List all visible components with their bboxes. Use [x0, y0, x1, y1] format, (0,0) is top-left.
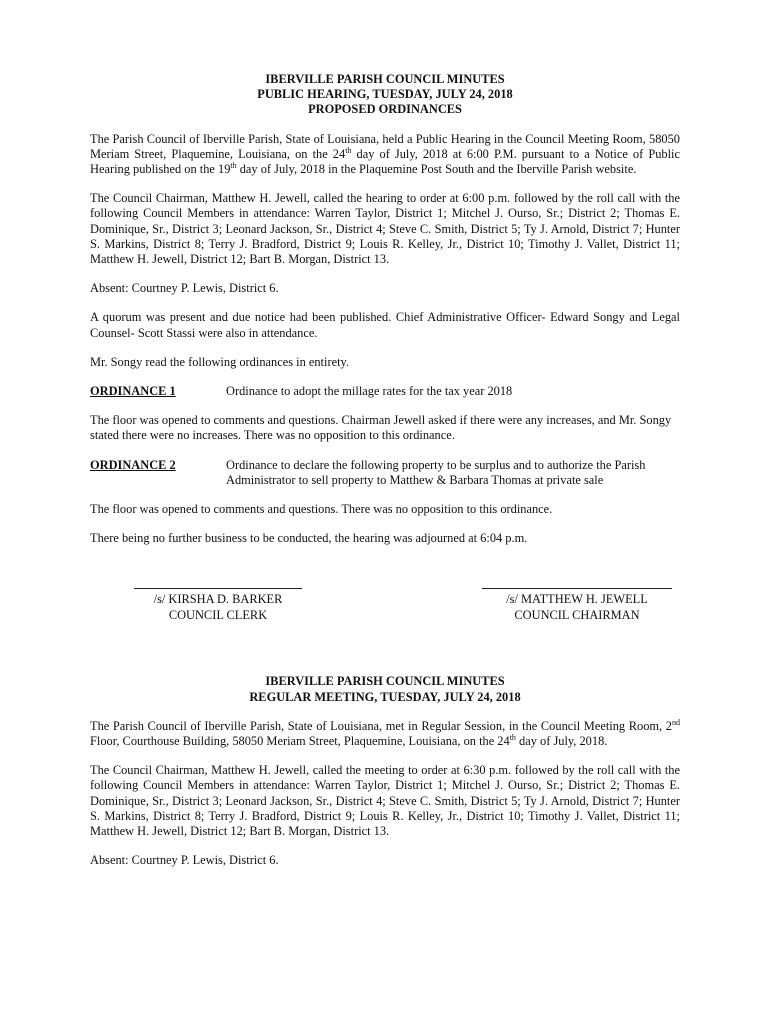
regular-intro-paragraph: The Parish Council of Iberville Parish, State of Louisiana, met in Regular Session, in the Council Meeting Room, 2nd Floor, Courthouse Building, 58050 Meriam Street, Plaquemine, Louisiana, on the 24th day of July, 2018.	[90, 717, 680, 749]
chairman-title: COUNCIL CHAIRMAN	[514, 607, 640, 622]
ordinance-1-text: Ordinance to adopt the millage rates for the tax year 2018	[226, 384, 513, 399]
hearing-title-line-3: PROPOSED ORDINANCES	[308, 102, 462, 117]
hearing-title-line-1: IBERVILLE PARISH COUNCIL MINUTES	[265, 72, 505, 86]
hearing-floor-1-paragraph: The floor was opened to comments and questions. Chairman Jewell asked if there were any increases, and Mr. Songy stated there were no increases. There was no opposition to this ordinance.	[90, 413, 672, 443]
signature-chairman	[482, 588, 672, 622]
hearing-title-line-2: PUBLIC HEARING, TUESDAY, JULY 24, 2018	[257, 87, 513, 102]
ordinance-2-label: ORDINANCE 2	[90, 457, 176, 472]
hearing-quorum-paragraph: A quorum was present and due notice had been published. Chief Administrative Officer- Edward Songy and Legal Counsel- Scott Stassi were also in attendance.	[90, 310, 680, 340]
document-page	[90, 72, 680, 869]
ordinance-2	[90, 458, 680, 488]
clerk-name: /s/ KIRSHA D. BARKER	[153, 592, 283, 607]
hearing-intro-paragraph: The Parish Council of Iberville Parish, State of Louisiana, held a Public Hearing in the Council Meeting Room, 58050 Meriam Street, Plaquemine, Louisiana, on the 24th day of July, 2018 at 6:00 P.M. pursuant to a Notice of Public Hearing published on the 19th day of July, 2018 in the Plaquemine Post South and the Iberville Parish website.	[90, 131, 681, 177]
signature-line	[482, 588, 672, 589]
signature-clerk	[134, 588, 302, 622]
ordinance-1-label: ORDINANCE 1	[90, 384, 176, 399]
hearing-roll-call-paragraph: The Council Chairman, Matthew H. Jewell, called the hearing to order at 6:00 p.m. followed by the roll call with the following Council Members in attendance: Warren Taylor, District 1; Mitchel J. Ourso, Sr.; District 2; Thomas E. Dominique, Sr., District 3; Leonard Jackson, Sr., District 4; Steve C. Smith, District 5; Ty J. Arnold, District 7; Hunter S. Markins, District 8; Terry J. Bradford, District 9; Louis R. Kelley, Jr., District 10; Timothy J. Vallet, District 11; Matthew H. Jewell, District 12; Bart B. Morgan, District 13.	[90, 191, 680, 267]
ordinance-2-text: Ordinance to declare the following property to be surplus and to authorize the Parish Administrator to sell property to Matthew & Barbara Thomas at private sale	[226, 457, 646, 487]
regular-absent-paragraph: Absent: Courtney P. Lewis, District 6.	[90, 853, 279, 868]
regular-title-line-1: IBERVILLE PARISH COUNCIL MINUTES	[265, 674, 505, 689]
chairman-name: /s/ MATTHEW H. JEWELL	[506, 592, 648, 607]
hearing-floor-2-paragraph: The floor was opened to comments and questions. There was no opposition to this ordinance.	[90, 502, 553, 517]
regular-roll-call-paragraph: The Council Chairman, Matthew H. Jewell, called the meeting to order at 6:30 p.m. followed by the roll call with the following Council Members in attendance: Warren Taylor, District 1; Mitchel J. Ourso, Sr.; District 2; Thomas E. Dominique, Sr., District 3; Leonard Jackson, Sr., District 4; Steve C. Smith, District 5; Ty J. Arnold, District 7; Hunter S. Markins, District 8; Terry J. Bradford, District 9; Louis R. Kelley, Jr., District 10; Timothy J. Vallet, District 11; Matthew H. Jewell, District 12; Bart B. Morgan, District 13.	[90, 763, 680, 839]
hearing-read-paragraph: Mr. Songy read the following ordinances in entirety.	[90, 354, 349, 369]
regular-title	[90, 674, 680, 704]
hearing-absent-paragraph: Absent: Courtney P. Lewis, District 6.	[90, 281, 279, 296]
signature-block	[90, 588, 680, 632]
signature-line	[134, 588, 302, 589]
regular-title-line-2: REGULAR MEETING, TUESDAY, JULY 24, 2018	[249, 689, 521, 704]
hearing-title	[90, 72, 680, 118]
hearing-adjourn-paragraph: There being no further business to be conducted, the hearing was adjourned at 6:04 p.m.	[90, 531, 528, 546]
clerk-title: COUNCIL CLERK	[168, 607, 268, 622]
ordinance-1	[90, 384, 680, 399]
